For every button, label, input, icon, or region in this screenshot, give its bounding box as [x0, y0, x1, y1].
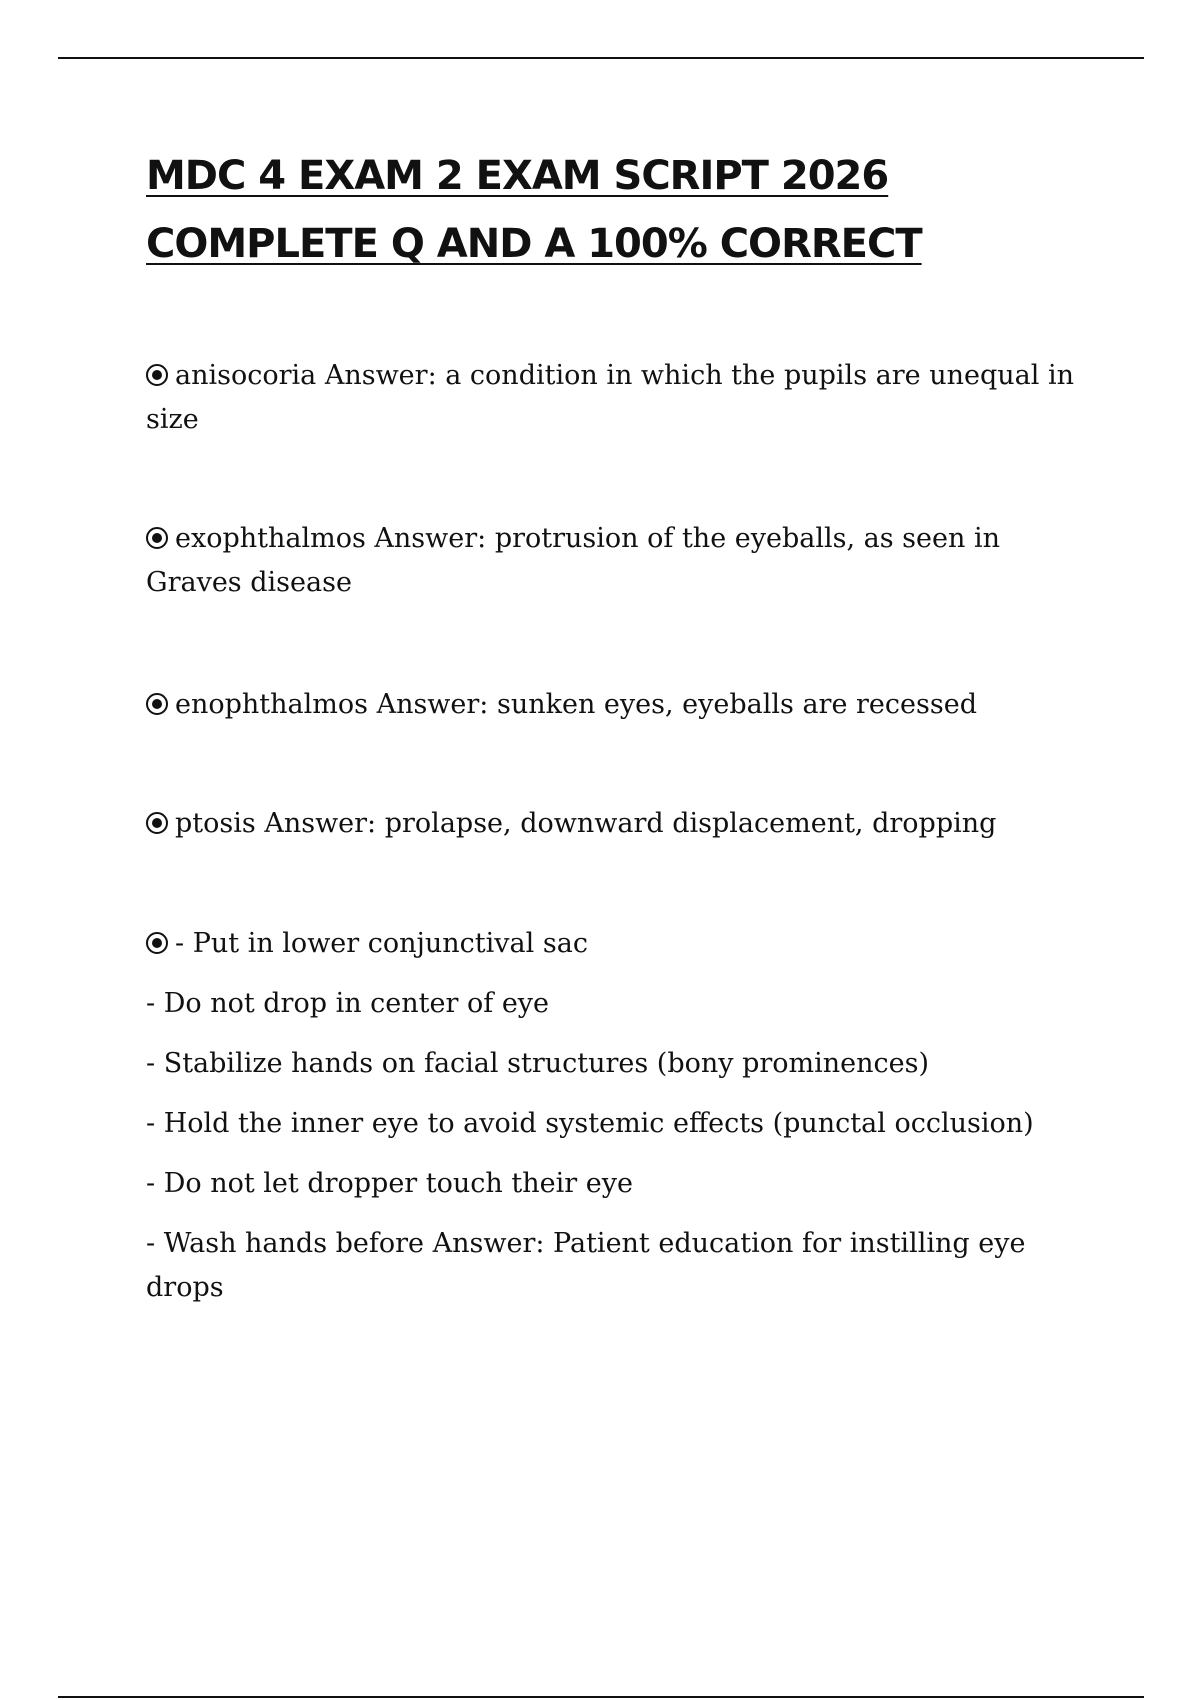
qa-item-text: enophthalmos Answer: sunken eyes, eyeballs are recessed — [175, 689, 977, 720]
qa-item-enophthalmos — [146, 683, 1086, 727]
eye-drops-step: - Do not let dropper touch their eye — [146, 1168, 633, 1199]
title-line-2: COMPLETE Q AND A 100% CORRECT — [146, 221, 922, 267]
radio-bullet-icon — [146, 527, 168, 549]
eye-drops-step: - Stabilize hands on facial structures (bony prominences) — [146, 1048, 930, 1079]
eye-drops-step: - Wash hands before Answer: Patient education for instilling eye drops — [146, 1228, 1026, 1303]
radio-bullet-icon — [146, 932, 168, 954]
eye-drops-step — [146, 922, 1086, 966]
title-line-1: MDC 4 EXAM 2 EXAM SCRIPT 2026 — [146, 153, 889, 199]
radio-bullet-icon — [146, 364, 168, 386]
qa-item-exophthalmos — [146, 517, 1086, 605]
top-rule — [58, 57, 1144, 59]
eye-drops-step-text: - Put in lower conjunctival sac — [175, 928, 588, 959]
eye-drops-steps — [146, 922, 1086, 1310]
qa-item-text: ptosis Answer: prolapse, downward displacement, dropping — [175, 808, 997, 839]
radio-bullet-icon — [146, 693, 168, 715]
eye-drops-step: - Do not drop in center of eye — [146, 988, 550, 1019]
eye-drops-step: - Hold the inner eye to avoid systemic effects (punctal occlusion) — [146, 1108, 1034, 1139]
qa-item-ptosis — [146, 802, 1086, 846]
qa-item-anisocoria — [146, 354, 1086, 442]
qa-item-eye-drops — [146, 922, 1086, 1310]
document-title — [146, 142, 1126, 278]
bottom-rule — [58, 1696, 1144, 1698]
qa-item-text: anisocoria Answer: a condition in which the pupils are unequal in size — [146, 360, 1074, 435]
radio-bullet-icon — [146, 812, 168, 834]
qa-item-text: exophthalmos Answer: protrusion of the eyeballs, as seen in Graves disease — [146, 523, 1000, 598]
